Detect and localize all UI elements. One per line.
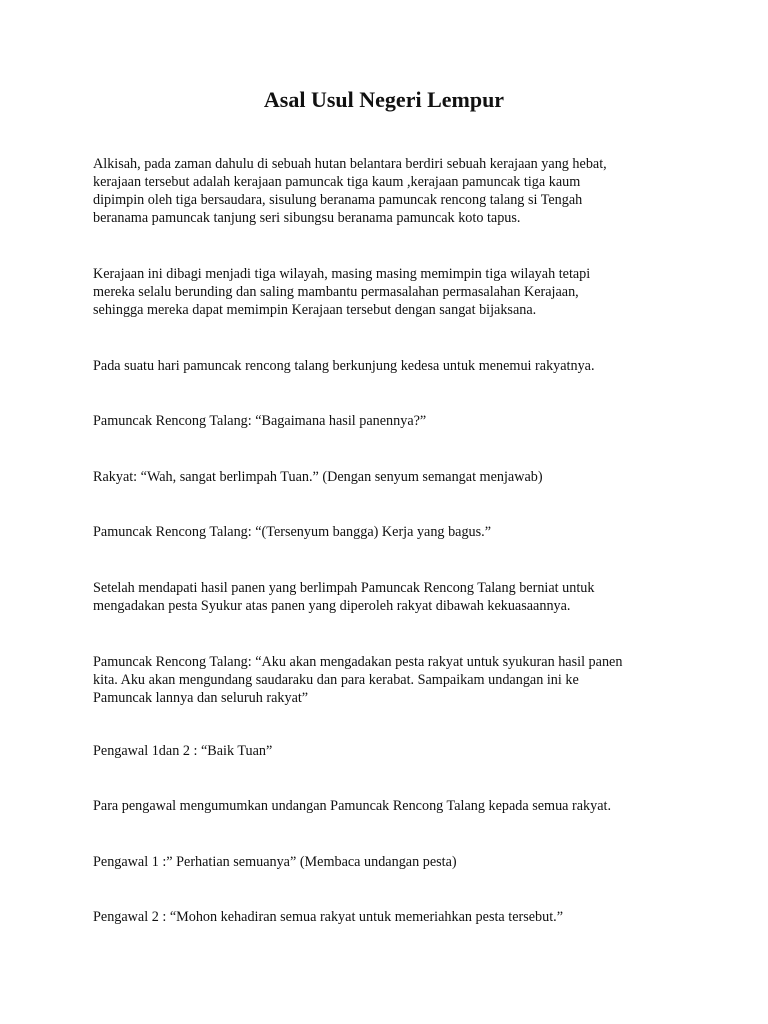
paragraph-5 bbox=[93, 468, 683, 486]
paragraph-line: Kerajaan ini dibagi menjadi tiga wilayah, masing masing memimpin tiga wilayah tetapi bbox=[93, 266, 591, 282]
paragraph-4 bbox=[93, 412, 683, 430]
paragraph-line: Pada suatu hari pamuncak rencong talang berkunjung kedesa untuk menemui rakyatnya. bbox=[93, 358, 595, 374]
paragraph-line: mengadakan pesta Syukur atas panen yang diperoleh rakyat dibawah kekuasaannya. bbox=[93, 598, 571, 614]
paragraph-9 bbox=[93, 742, 683, 760]
paragraph-7 bbox=[93, 579, 683, 615]
paragraph-line: Pamuncak Rencong Talang: “(Tersenyum bangga) Kerja yang bagus.” bbox=[93, 524, 492, 540]
paragraph-line: Para pengawal mengumumkan undangan Pamuncak Rencong Talang kepada semua rakyat. bbox=[93, 798, 611, 814]
paragraph-line: Rakyat: “Wah, sangat berlimpah Tuan.” (Dengan senyum semangat menjawab) bbox=[93, 469, 543, 485]
paragraph-line: kita. Aku akan mengundang saudaraku dan para kerabat. Sampaikam undangan ini ke bbox=[93, 672, 579, 688]
paragraph-1 bbox=[93, 155, 683, 227]
paragraph-line: Pamuncak Rencong Talang: “Aku akan mengadakan pesta rakyat untuk syukuran hasil panen bbox=[93, 654, 623, 670]
paragraph-line: Pengawal 1 :” Perhatian semuanya” (Membaca undangan pesta) bbox=[93, 854, 457, 870]
paragraph-line: Pengawal 2 : “Mohon kehadiran semua rakyat untuk memeriahkan pesta tersebut.” bbox=[93, 909, 564, 925]
paragraph-line: dipimpin oleh tiga bersaudara, sisulung beranama pamuncak rencong talang si Tengah bbox=[93, 192, 583, 208]
paragraph-line: Pengawal 1dan 2 : “Baik Tuan” bbox=[93, 743, 273, 759]
paragraph-10 bbox=[93, 797, 683, 815]
paragraph-line: mereka selalu berunding dan saling mambantu permasalahan permasalahan Kerajaan, bbox=[93, 284, 579, 300]
paragraph-6 bbox=[93, 523, 683, 541]
paragraph-line: sehingga mereka dapat memimpin Kerajaan tersebut dengan sangat bijaksana. bbox=[93, 302, 537, 318]
paragraph-11 bbox=[93, 853, 683, 871]
document-title: Asal Usul Negeri Lempur bbox=[263, 87, 505, 112]
paragraph-8 bbox=[93, 653, 683, 707]
paragraph-line: kerajaan tersebut adalah kerajaan pamuncak tiga kaum ,kerajaan pamuncak tiga kaum bbox=[93, 174, 581, 190]
paragraph-line: Alkisah, pada zaman dahulu di sebuah hutan belantara berdiri sebuah kerajaan yang hebat, bbox=[93, 156, 607, 172]
paragraph-3 bbox=[93, 357, 683, 375]
paragraph-line: Pamuncak lannya dan seluruh rakyat” bbox=[93, 690, 309, 706]
paragraph-12 bbox=[93, 908, 683, 926]
paragraph-line: beranama pamuncak tanjung seri sibungsu beranama pamuncak koto tapus. bbox=[93, 210, 521, 226]
paragraph-line: Setelah mendapati hasil panen yang berlimpah Pamuncak Rencong Talang berniat untuk bbox=[93, 580, 595, 596]
paragraph-2 bbox=[93, 265, 683, 319]
paragraph-line: Pamuncak Rencong Talang: “Bagaimana hasil panennya?” bbox=[93, 413, 427, 429]
